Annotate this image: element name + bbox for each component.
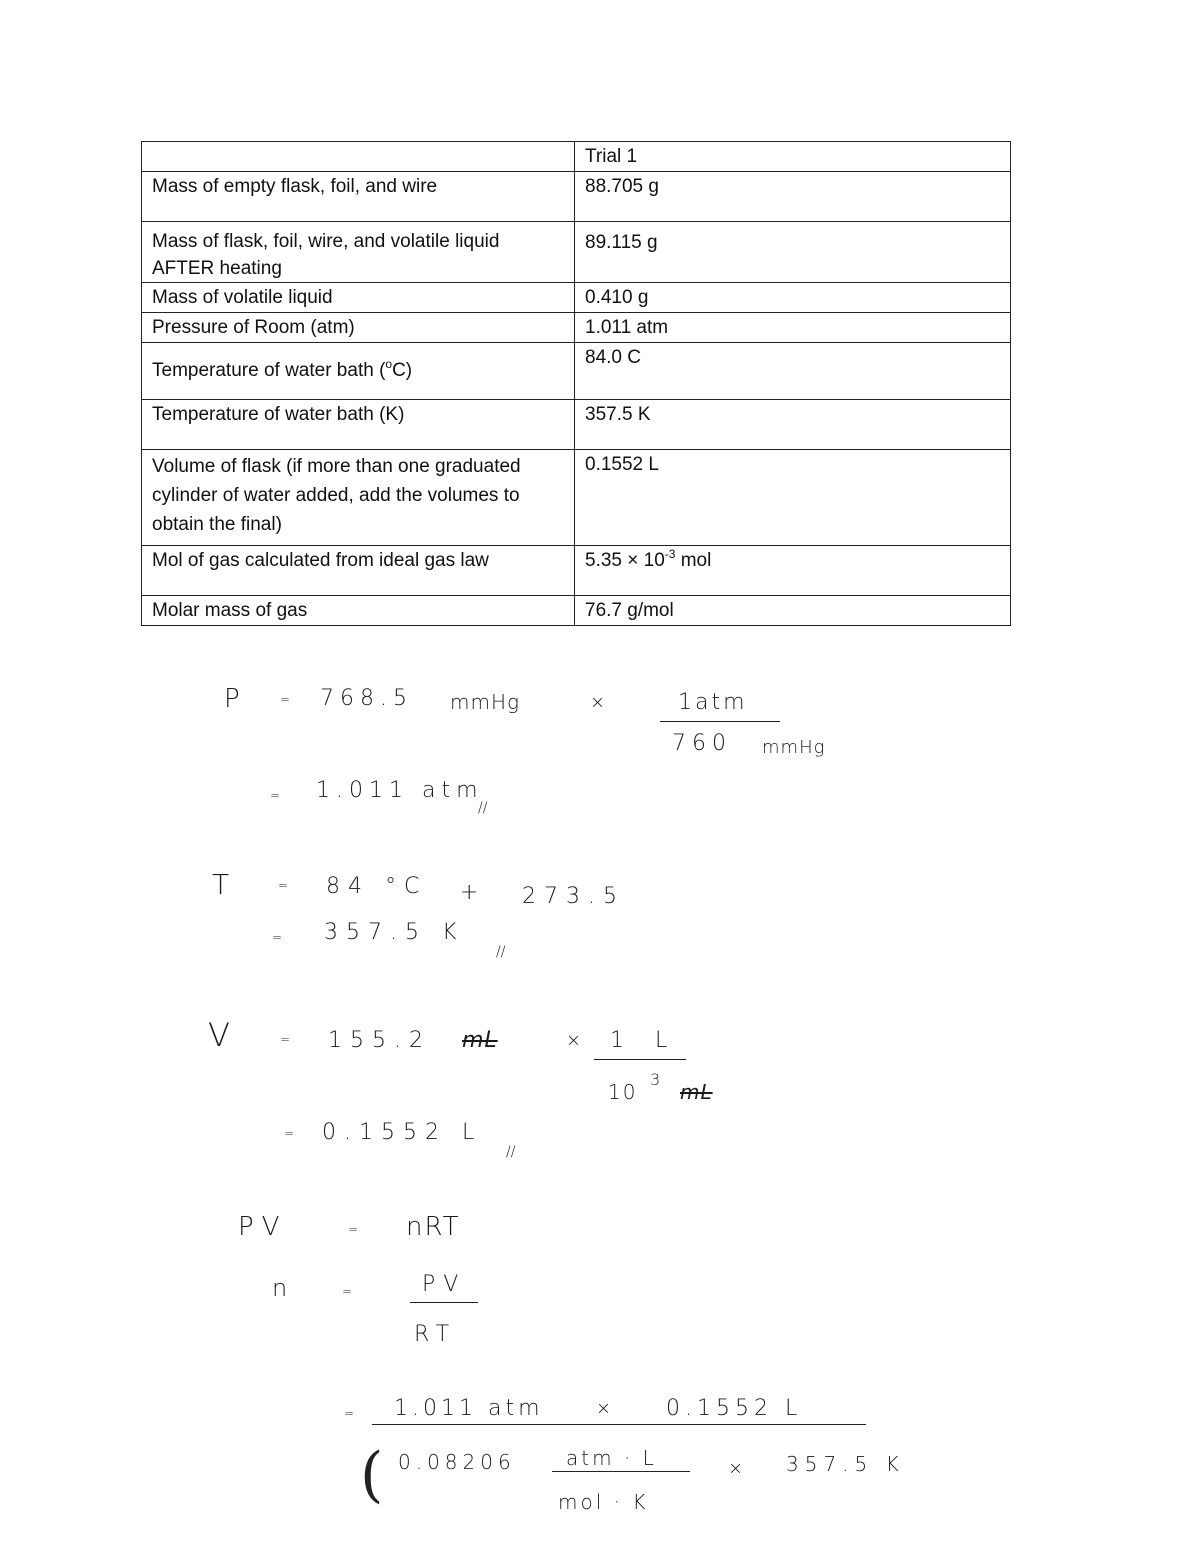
- n-frac-num: PV: [422, 1272, 467, 1297]
- table-row: [142, 172, 1011, 222]
- t-result: 357.5 K: [324, 920, 465, 945]
- mol-value-pre: 5.35 × 10: [585, 550, 665, 571]
- calc-open-paren: (: [360, 1440, 384, 1510]
- n-lhs: n: [272, 1274, 294, 1302]
- calc-equals: =: [344, 1406, 361, 1420]
- p-result: 1.011 atm: [316, 778, 484, 803]
- calc-num-b: 0.1552 L: [666, 1396, 803, 1421]
- table-row: [142, 450, 1011, 546]
- v-value: 155.2: [328, 1028, 431, 1053]
- row-label: Volume of flask (if more than one graduated cylinder of water added, add the volumes to obtain the final): [142, 450, 575, 546]
- table-row: [142, 343, 1011, 400]
- calc-num-a: 1.011 atm: [394, 1396, 544, 1421]
- n-frac-line: [410, 1302, 478, 1303]
- calc-den-t: 357.5 K: [786, 1452, 905, 1476]
- table-row: [142, 596, 1011, 626]
- calc-unit-frac-line: [552, 1471, 690, 1472]
- temp-label-post: C): [392, 359, 413, 381]
- p-unit: mmHg: [450, 690, 521, 714]
- row-label: Mol of gas calculated from ideal gas law: [142, 546, 575, 596]
- t-equals: =: [278, 878, 295, 892]
- row-label: [142, 343, 575, 400]
- row-value: 0.1552 L: [575, 450, 1011, 546]
- calc-den-r: 0.08206: [398, 1450, 516, 1474]
- table-row: [142, 283, 1011, 313]
- row-value: 89.115 g: [575, 222, 1011, 283]
- row-value: 357.5 K: [575, 400, 1011, 450]
- v-unit: mL: [462, 1028, 498, 1053]
- table-row: [142, 400, 1011, 450]
- row-label: Mass of flask, foil, wire, and volatile liquid AFTER heating: [142, 222, 575, 283]
- v-frac-line: [594, 1059, 686, 1060]
- row-label: Mass of volatile liquid: [142, 283, 575, 313]
- row-label: Molar mass of gas: [142, 596, 575, 626]
- row-value: [575, 546, 1011, 596]
- calc-den-unit-num: atm · L: [566, 1446, 657, 1470]
- p-frac-den-unit: mmHg: [762, 737, 826, 758]
- v-times: ×: [566, 1030, 588, 1051]
- v-variable: V: [208, 1016, 236, 1054]
- v-frac-num: 1 L: [610, 1028, 680, 1053]
- pv-rhs: nRT: [406, 1212, 461, 1242]
- v-frac-den-exp: 3: [650, 1070, 667, 1089]
- calc-den-unit-den: mol · K: [558, 1490, 649, 1514]
- n-equals: =: [342, 1284, 359, 1298]
- p-result-mark: //: [478, 800, 488, 816]
- row-value: 88.705 g: [575, 172, 1011, 222]
- table-row: [142, 313, 1011, 343]
- v-equals: =: [280, 1032, 297, 1046]
- row-value: 1.011 atm: [575, 313, 1011, 343]
- calc-num-times: ×: [596, 1398, 618, 1419]
- v-frac-den: 10: [608, 1080, 638, 1104]
- table-header-row: [142, 142, 1011, 172]
- v-result-equals: =: [284, 1126, 301, 1140]
- p-frac-line: [660, 721, 780, 722]
- table-header-blank: [142, 142, 575, 172]
- row-value: 76.7 g/mol: [575, 596, 1011, 626]
- p-times: ×: [590, 692, 612, 713]
- temp-label-degree: o: [385, 356, 393, 371]
- data-table: [141, 141, 1011, 626]
- row-value: 0.410 g: [575, 283, 1011, 313]
- p-result-equals: =: [270, 788, 287, 802]
- table-row: [142, 546, 1011, 596]
- p-frac-num: 1atm: [678, 690, 748, 715]
- mol-value-post: mol: [675, 550, 712, 571]
- p-frac-den-num: 760: [672, 731, 732, 756]
- p-value: 768.5: [320, 686, 413, 711]
- v-result: 0.1552 L: [322, 1120, 483, 1145]
- t-plus: +: [460, 880, 485, 905]
- v-result-mark: //: [506, 1144, 516, 1160]
- t-expression: 84 °C: [326, 874, 428, 899]
- p-variable: P: [224, 684, 246, 714]
- t-add: 273.5: [522, 884, 625, 909]
- row-label: Pressure of Room (atm): [142, 313, 575, 343]
- t-variable: T: [212, 868, 236, 901]
- p-equals: =: [280, 692, 297, 706]
- t-result-equals: =: [272, 930, 289, 944]
- row-value: 84.0 C: [575, 343, 1011, 400]
- row-label: Mass of empty flask, foil, and wire: [142, 172, 575, 222]
- table-row: [142, 222, 1011, 283]
- table-header-trial: Trial 1: [575, 142, 1011, 172]
- calc-den-times: ×: [728, 1458, 750, 1479]
- pv-lhs: PV: [238, 1212, 288, 1242]
- v-frac-den-unit: mL: [680, 1080, 713, 1104]
- n-frac-den: RT: [414, 1322, 458, 1347]
- temp-label-pre: Temperature of water bath (: [152, 359, 386, 381]
- row-label: Temperature of water bath (K): [142, 400, 575, 450]
- pv-equals: =: [348, 1222, 365, 1236]
- mol-value-exponent: -3: [664, 547, 676, 561]
- calc-frac-line: [372, 1424, 866, 1425]
- t-result-mark: //: [496, 944, 506, 960]
